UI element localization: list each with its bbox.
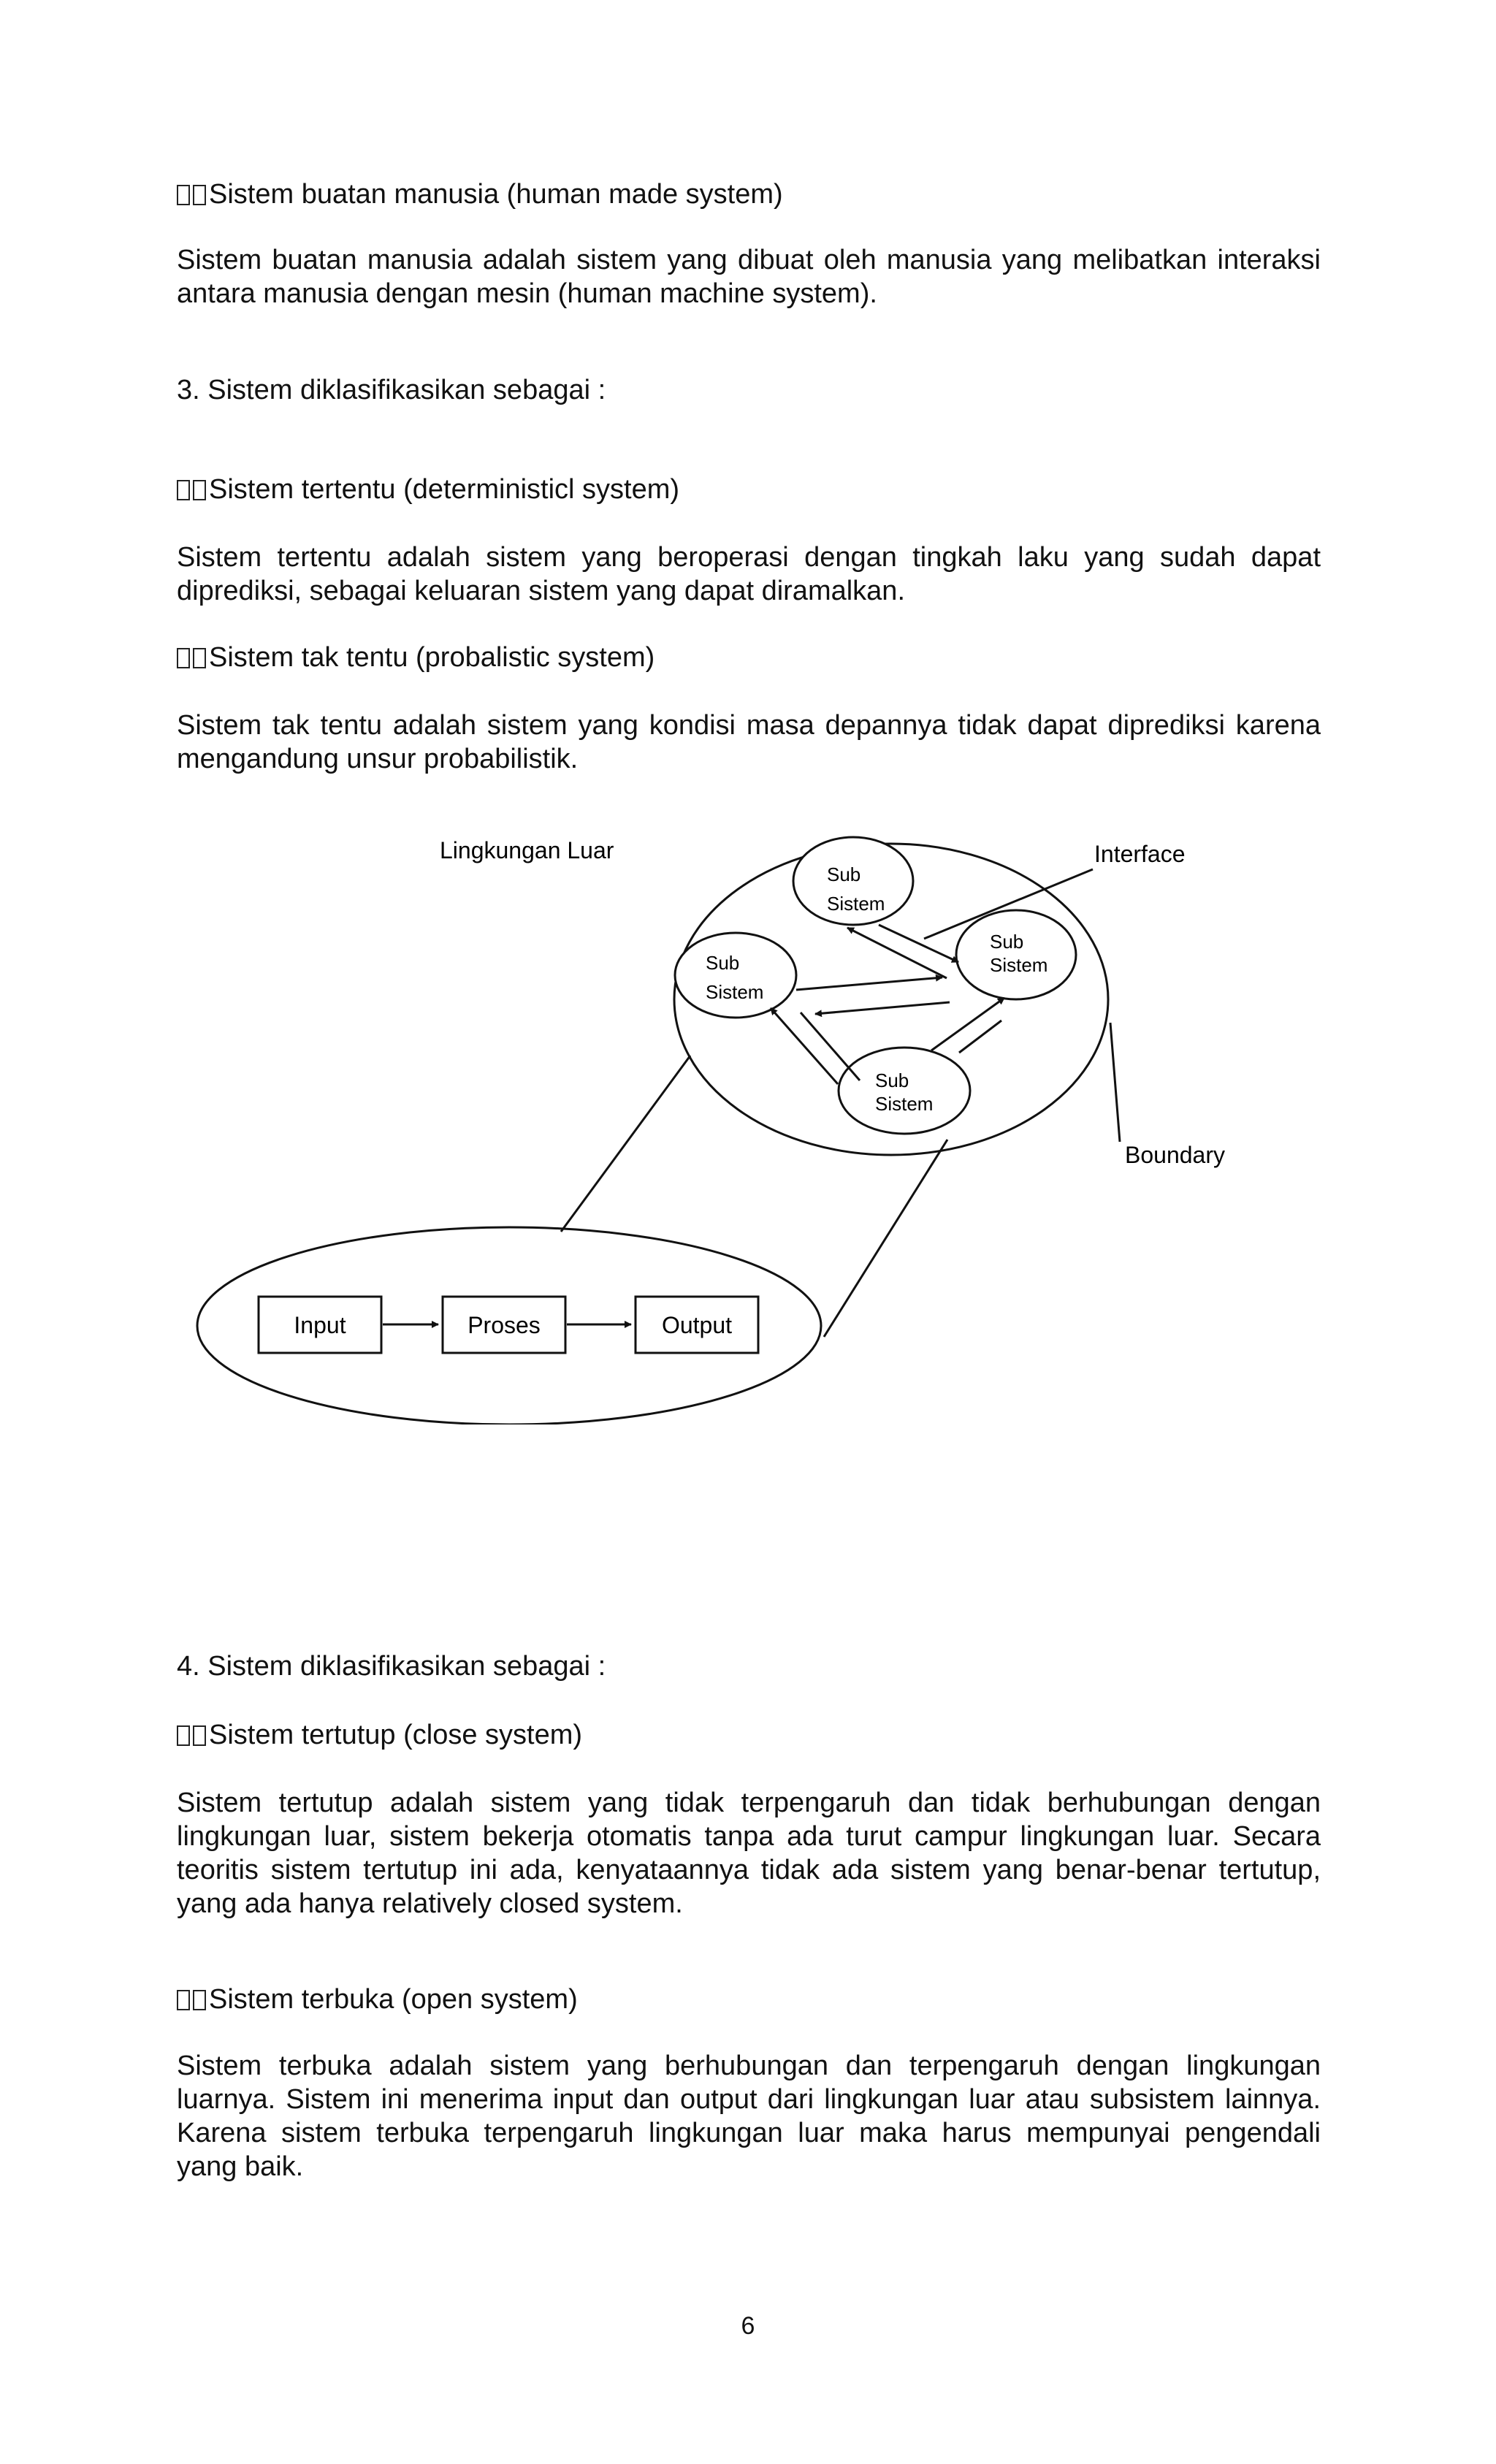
svg-text:Sistem: Sistem [990,954,1048,976]
missing-glyph-icon [177,648,190,668]
missing-glyph-icon [193,185,206,205]
missing-glyph-icon [177,185,190,205]
open-heading: Sistem terbuka (open system) [177,1983,578,2016]
open-body: Sistem terbuka adalah sistem yang berhubungan dan terpengaruh dengan lingkungan luarnya. Sistem ini menerima input dan output dari lingkungan luar atau subsistem lainnya. Karena sistem terbuka terpengaruh lingkungan luar maka harus mempunyai pengendali yang baik. [177,2051,1321,2182]
missing-glyph-icon [177,1990,190,2010]
missing-glyph-icon [193,1990,206,2010]
svg-text:Sistem: Sistem [875,1093,934,1115]
svg-text:Sistem: Sistem [827,893,885,915]
classification-3-heading: 3. Sistem diklasifikasikan sebagai : [177,375,606,405]
classification-4-heading: 4. Sistem diklasifikasikan sebagai : [177,1651,606,1682]
svg-text:Sub: Sub [827,863,861,885]
subsystem-right [956,910,1076,999]
human-made-body: Sistem buatan manusia adalah sistem yang dibuat oleh manusia yang melibatkan interaksi antara manusia dengan mesin (human machine system). [177,245,1321,309]
svg-text:Sub: Sub [875,1069,909,1091]
input-box [259,1297,381,1353]
svg-text:Sub: Sub [990,931,1024,953]
subsystem-top [793,837,913,925]
deterministic-heading: Sistem tertentu (deterministicl system) [177,473,679,506]
missing-glyph-icon [193,648,206,668]
missing-glyph-icon [193,480,206,500]
svg-text:Sistem: Sistem [706,981,764,1003]
missing-glyph-icon [177,1725,190,1746]
subsystem-bottom [839,1048,970,1134]
subsystem-left [675,933,796,1018]
probabilistic-body: Sistem tak tentu adalah sistem yang kondisi masa depannya tidak dapat diprediksi karena mengandung unsur probabilistik. [177,710,1321,774]
svg-text:Sub: Sub [706,952,740,974]
interface-label: Interface [1094,841,1186,867]
svg-text:Proses: Proses [468,1312,541,1338]
system-diagram [0,804,1496,1424]
output-box [636,1297,758,1353]
page-number: 6 [741,2312,755,2340]
missing-glyph-icon [193,1725,206,1746]
closed-body: Sistem tertutup adalah sistem yang tidak terpengaruh dan tidak berhubungan dengan lingkungan luar, sistem bekerja otomatis tanpa ada turut campur lingkungan luar. Secara teoritis sistem tertutup ini ada, kenyataannya tidak ada sistem yang benar-benar tertutup, yang ada hanya relatively closed system. [177,1788,1321,1919]
closed-heading: Sistem tertutup (close system) [177,1718,582,1752]
svg-text:Output: Output [661,1312,733,1338]
svg-text:Input: Input [294,1312,346,1338]
human-made-heading: Sistem buatan manusia (human made system) [177,178,783,211]
deterministic-body: Sistem tertentu adalah sistem yang beroperasi dengan tingkah laku yang sudah dapat diprediksi, sebagai keluaran sistem yang dapat diramalkan. [177,542,1321,606]
environment-label: Lingkungan Luar [440,837,614,863]
probabilistic-heading: Sistem tak tentu (probalistic system) [177,641,654,674]
missing-glyph-icon [177,480,190,500]
process-box [443,1297,565,1353]
boundary-label: Boundary [1125,1142,1225,1168]
